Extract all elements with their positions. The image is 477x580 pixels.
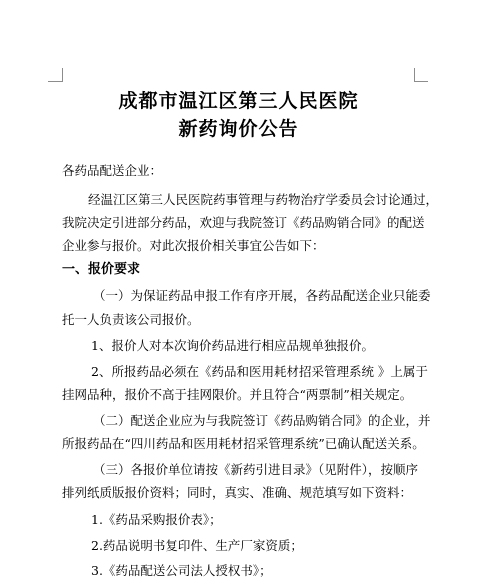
intro-paragraph-line: 我院决定引进部分药品，欢迎与我院签订《药品购销合同》的配送 [62,215,425,230]
requirement-point: 1、报价人对本次询价药品进行相应品规单独报价。 [91,338,374,353]
intro-paragraph-line: 经温江区第三人民医院药事管理与药物治疗学委员会讨论通过， [88,192,439,207]
intro-paragraph-line: 企业参与报价。对此次报价相关事宜公告如下： [62,238,325,253]
document-title-notice: 新药询价公告 [178,118,299,140]
section-heading: 一、报价要求 [62,262,141,277]
salutation: 各药品配送企业： [62,163,163,178]
requirement-item-line: （二）配送企业应为与我院签订《药品购销合同》的企业，并 [93,413,431,428]
requirement-item-line: 所报药品在“四川药品和医用耗材招采管理系统”已确认配送关系。 [62,436,425,451]
requirement-point-line: 挂网品种，报价不高于挂网限价。并且符合“两票制”相关规定。 [62,387,413,402]
requirement-point-line: 2、所报药品必须在《药品和医用耗材招采管理系统 》上属于 [91,364,428,379]
materials-list-item: 3.《药品配送公司法人授权书》； [91,563,272,578]
requirement-item-line: 排列纸质版报价资料；同时，真实、准确、规范填写如下资料： [62,485,413,500]
document-title-hospital: 成都市温江区第三人民医院 [118,90,359,112]
materials-list-item: 2.药品说明书复印件、生产厂家资质； [91,538,303,553]
requirement-item-line: （三）各报价单位请按《新药引进目录》（见附件），按顺序 [93,462,419,477]
materials-list-item: 1.《药品采购报价表》； [91,512,222,527]
requirement-item-line: 托一人负责该公司报价。 [62,312,200,327]
requirement-item-line: （一）为保证药品申报工作有序开展，各药品配送企业只能委 [93,288,431,303]
